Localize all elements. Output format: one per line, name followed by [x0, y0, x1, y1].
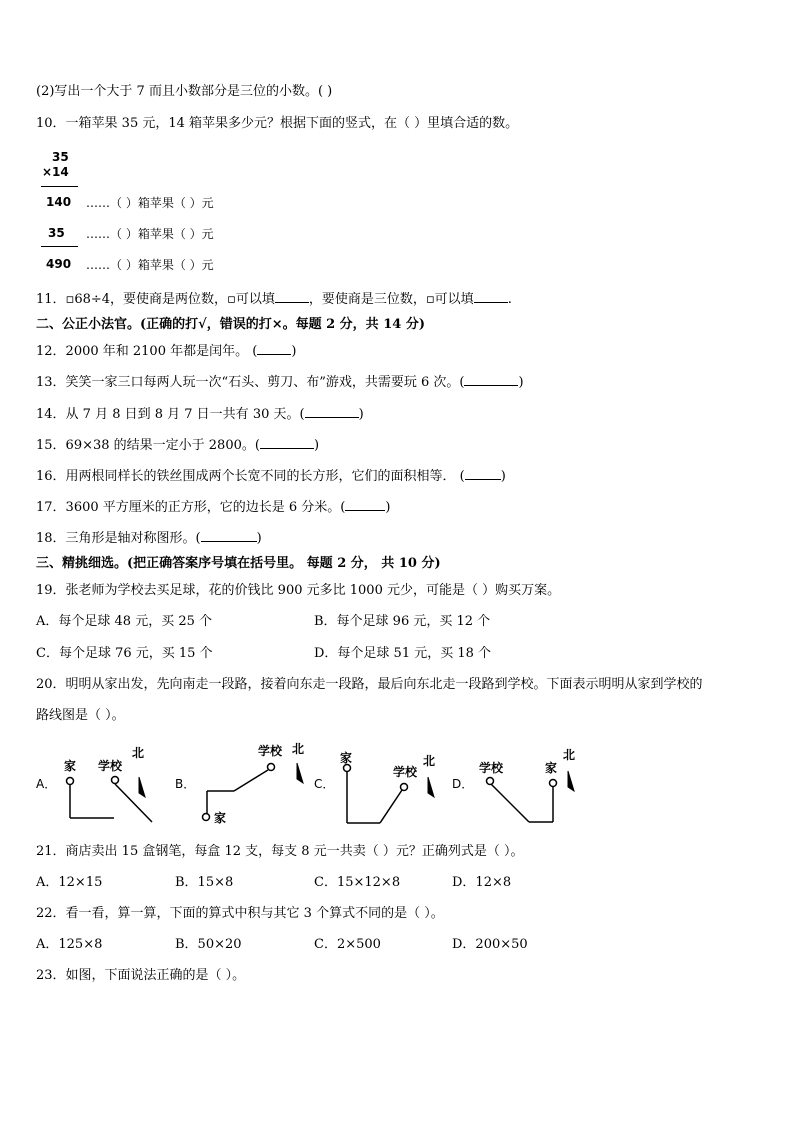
partial-product-2: 35: [48, 226, 65, 240]
q14-text: 14．从 7 月 8 日到 8 月 7 日一共有 30 天。(: [36, 407, 305, 422]
q16-answer-blank[interactable]: [465, 467, 501, 480]
q20-option-c-label: C．: [314, 777, 335, 791]
q11-part-c: .: [507, 292, 512, 307]
q21-option-d[interactable]: D．12×8: [452, 875, 512, 890]
q17-text: 17．3600 平方厘米的正方形，它的边长是 6 分米。(: [36, 500, 346, 515]
q14-close: ): [358, 407, 364, 422]
q13-answer-blank[interactable]: [464, 373, 518, 386]
north-arrow-icon-a: [139, 777, 145, 797]
q19-option-d[interactable]: D．每个足球 51 元，买 18 个: [314, 646, 492, 661]
q20-option-b-label: B．: [175, 777, 196, 791]
q19-option-b[interactable]: B．每个足球 96 元，买 12 个: [314, 614, 491, 629]
q11-part-b: ，要使商是三位数，▫可以填: [308, 292, 474, 307]
section-2-heading: 二、公正小法官。(正确的打√，错误的打×。每题 2 分，共 14 分): [36, 317, 425, 332]
q12-answer-blank[interactable]: [257, 342, 291, 355]
north-arrow-icon-c: [428, 777, 434, 797]
q19-option-c[interactable]: C．每个足球 76 元，买 15 个: [36, 646, 213, 661]
q13-text: 13．笑笑一家三口每两人玩一次“石头、剪刀、布”游戏，共需要玩 6 次。(: [36, 375, 465, 390]
q17-answer-blank[interactable]: [345, 498, 385, 511]
q18-answer-blank[interactable]: [201, 529, 257, 542]
multiplicand: 35: [52, 150, 69, 164]
q21: 21．商店卖出 15 盒钢笔，每盒 12 支，每支 8 元一共卖（ ）元？正确列式是（ ）。: [36, 844, 524, 859]
q16-close: ): [500, 469, 506, 484]
q17-close: ): [385, 500, 391, 515]
q20-route-diagrams: [0, 735, 794, 835]
partial-product-1: 140: [46, 195, 72, 209]
calc-row-2: ……（ ）箱苹果（ ）元: [86, 227, 214, 241]
q18-close: ): [256, 531, 262, 546]
q20-option-d-label: D．: [452, 777, 474, 791]
q22-option-b[interactable]: B．50×20: [175, 937, 242, 952]
q14-answer-blank[interactable]: [305, 405, 359, 418]
q18-text: 18．三角形是轴对称图形。(: [36, 531, 201, 546]
calc-row-1: ……（ ）箱苹果（ ）元: [86, 196, 214, 210]
q20-line-1: 20．明明从家出发，先向南走一段路，接着向东走一段路，最后向东北走一段路到学校。下面表示明明从家到学校的: [36, 677, 703, 692]
q16-text: 16．用两根同样长的铁丝围成两个长宽不同的长方形，它们的面积相等． (: [36, 469, 465, 484]
home-label-a: 家: [64, 759, 77, 773]
north-arrow-icon-b: [297, 763, 303, 783]
q22-option-c[interactable]: C．2×500: [314, 937, 381, 952]
q14: [36, 405, 364, 424]
q12-close: ): [291, 344, 297, 359]
section-3-heading: 三、精挑细选。(把正确答案序号填在括号里。 每题 2 分， 共 10 分): [36, 556, 441, 571]
q20-line-2: 路线图是（ ）。: [36, 708, 125, 723]
north-label-a: 北: [132, 746, 145, 760]
q15: [36, 436, 319, 455]
multiplier: ×14: [42, 165, 69, 179]
school-label-b: 学校: [258, 744, 283, 758]
q9-2: (2)写出一个大于 7 而且小数部分是三位的小数。( ): [36, 84, 333, 99]
q17: [36, 498, 390, 517]
q16: [36, 467, 506, 486]
q22-option-a[interactable]: A．125×8: [36, 937, 103, 952]
q12: [36, 342, 296, 361]
q21-option-a[interactable]: A．12×15: [36, 875, 103, 890]
q12-text: 12．2000 年和 2100 年都是闰年。 (: [36, 344, 258, 359]
north-label-c: 北: [423, 754, 436, 768]
q21-option-b[interactable]: B．15×8: [175, 875, 234, 890]
school-label-d: 学校: [479, 761, 504, 775]
school-label-c: 学校: [393, 765, 418, 779]
q19-option-a[interactable]: A．每个足球 48 元，买 25 个: [36, 614, 213, 629]
q18: [36, 529, 262, 548]
north-arrow-icon-d: [568, 771, 574, 791]
q15-answer-blank[interactable]: [260, 436, 314, 449]
q22: 22．看一看，算一算，下面的算式中积与其它 3 个算式不同的是（ ）。: [36, 906, 444, 921]
home-label-b: 家: [214, 811, 227, 825]
north-label-b: 北: [292, 742, 305, 756]
home-label-d: 家: [545, 761, 558, 775]
q13-close: ): [518, 375, 524, 390]
q20-option-a-label: A．: [36, 777, 57, 791]
q11-part-a: 11．▫68÷4，要使商是两位数，▫可以填: [36, 292, 275, 307]
product: 490: [46, 257, 72, 271]
q22-option-d[interactable]: D．200×50: [452, 937, 528, 952]
north-label-d: 北: [563, 748, 576, 762]
q11: [36, 290, 512, 309]
calc-rule-1: [41, 186, 78, 187]
q23: 23．如图，下面说法正确的是（ ）。: [36, 968, 246, 983]
school-label-a: 学校: [98, 759, 123, 773]
calc-row-3: ……（ ）箱苹果（ ）元: [86, 258, 214, 272]
q15-close: ): [313, 438, 320, 453]
q11-blank-2[interactable]: [474, 290, 508, 303]
q15-text: 15．69×38 的结果一定小于 2800。(: [36, 438, 260, 453]
q21-option-c[interactable]: C．15×12×8: [314, 875, 401, 890]
q19: 19．张老师为学校去买足球，花的价钱比 900 元多比 1000 元少，可能是（ ）购买万案。: [36, 583, 561, 598]
q10: 10．一箱苹果 35 元，14 箱苹果多少元？根据下面的竖式，在（ ）里填合适的数。: [36, 116, 519, 131]
home-label-c: 家: [340, 751, 353, 765]
q11-blank-1[interactable]: [275, 290, 309, 303]
calc-rule-2: [41, 246, 78, 247]
q13: [36, 373, 524, 392]
